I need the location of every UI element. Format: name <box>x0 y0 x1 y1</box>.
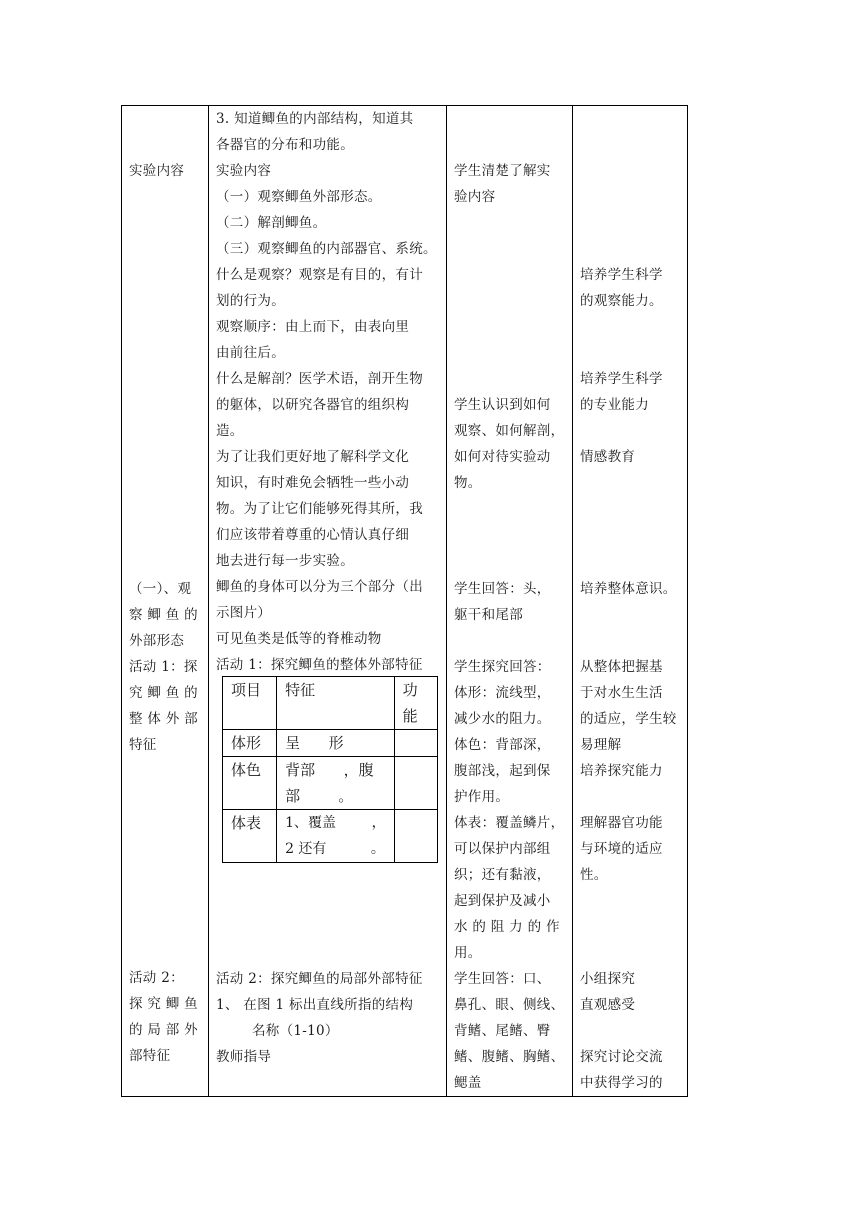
table-header-function <box>394 677 437 730</box>
table-cell <box>394 730 437 757</box>
cell-text: 培养学生科学 <box>580 371 663 387</box>
cell-text: 背鳍、尾鳍、臀 <box>454 1023 551 1039</box>
student-activity-b <box>454 392 569 496</box>
cell-text: 培养整体意识。 <box>580 581 677 597</box>
cell-text: 从整体把握基 <box>580 659 663 675</box>
cell-text: 的适应，学生较 <box>580 711 677 727</box>
cell-text: 起到保护及减小 <box>454 893 551 909</box>
cell-text: 体色：背部深， <box>454 737 551 753</box>
cell-text: 知识，有时难免会牺牲一些小动 <box>216 475 410 491</box>
cell-text: 学生回答：口、 <box>454 971 551 987</box>
table-cell <box>394 810 437 863</box>
student-activity-d <box>454 654 569 966</box>
student-activity-e <box>454 966 569 1096</box>
cell-text: 各器官的分布和功能。 <box>216 137 354 153</box>
cell-text: 部特征 <box>129 1048 171 1064</box>
cell-text: 培养学生科学 <box>580 267 663 283</box>
cell-text: 鲫鱼的身体可以分为三个部分（出 <box>216 579 423 595</box>
cell-text: 情感教育 <box>580 449 636 465</box>
table-header-item <box>223 677 277 730</box>
teaching-content-a <box>216 106 446 678</box>
table-cell <box>223 810 277 863</box>
cell-text: 能 <box>402 707 418 725</box>
cell-text: 划的行为。 <box>216 293 285 309</box>
design-intent-d <box>580 654 685 888</box>
cell-text: 究 鲫 鱼 的 <box>129 685 198 701</box>
cell-text: 培养探究能力 <box>580 763 663 779</box>
cell-text: 直观感受 <box>580 997 636 1013</box>
cell-text: 整 体 外 部 <box>129 711 198 727</box>
student-activity-c <box>454 576 569 628</box>
cell-text: 实验内容 <box>216 163 272 179</box>
cell-text: 体形：流线型， <box>454 685 551 701</box>
table-divider-3 <box>572 105 573 1097</box>
cell-text: 呈 形 <box>285 734 344 752</box>
cell-text: 中获得学习的 <box>580 1075 663 1091</box>
cell-text: 活动 1：探 <box>129 659 198 675</box>
cell-text: 什么是观察？观察是有目的，有计 <box>216 267 423 283</box>
table-border-bottom <box>121 1096 688 1097</box>
table-cell <box>277 757 395 810</box>
cell-text: 为了让我们更好地了解科学文化 <box>216 449 410 465</box>
cell-text: 体形 <box>231 734 262 752</box>
cell-text: 探 究 鲫 鱼 <box>129 996 198 1012</box>
external-features-table <box>222 676 438 863</box>
cell-text: 鳃盖 <box>454 1075 482 1091</box>
cell-text: 观察顺序：由上而下，由表向里 <box>216 319 410 335</box>
cell-text: （三）观察鲫鱼的内部器官、系统。 <box>216 241 437 257</box>
table-cell <box>277 810 395 863</box>
cell-text: 鳍、腹鳍、胸鳍、 <box>454 1049 565 1065</box>
cell-text: 的躯体，以研究各器官的组织构 <box>216 397 410 413</box>
cell-text: 鼻孔、眼、侧线、 <box>454 997 565 1013</box>
cell-text: 学生回答：头， <box>454 581 551 597</box>
table-cell <box>277 730 395 757</box>
table-cell <box>223 757 277 810</box>
cell-text: 造。 <box>216 423 244 439</box>
cell-text: 如何对待实验动 <box>454 449 551 465</box>
cell-text: 性。 <box>580 867 608 883</box>
cell-text: 可以保护内部组 <box>454 841 551 857</box>
cell-text: 腹部浅，起到保 <box>454 763 551 779</box>
cell-text: 水 的 阻 力 的 作 <box>454 919 560 935</box>
cell-text: 学生认识到如何 <box>454 397 551 413</box>
cell-text: 体色 <box>231 761 262 779</box>
cell-text: 外部形态 <box>129 633 185 649</box>
cell-text: 易理解 <box>580 737 622 753</box>
cell-text: 物。 <box>454 475 482 491</box>
teaching-content-b <box>216 966 446 1070</box>
cell-text: 与环境的适应 <box>580 841 663 857</box>
cell-text: 体表 <box>231 814 262 832</box>
table-border-left <box>121 105 122 1097</box>
cell-text: 的观察能力。 <box>580 293 663 309</box>
design-intent-a <box>580 262 685 314</box>
cell-text: （二）解剖鲫鱼。 <box>216 215 327 231</box>
cell-text: 体表：覆盖鳞片， <box>454 815 565 831</box>
cell-text: 理解器官功能 <box>580 815 663 831</box>
cell-text: 项目 <box>231 681 262 699</box>
cell-text: 地去进行每一步实验。 <box>216 553 354 569</box>
cell-text: 减少水的阻力。 <box>454 711 551 727</box>
table-cell <box>223 730 277 757</box>
cell-text: 躯干和尾部 <box>454 607 523 623</box>
cell-text: 护作用。 <box>454 789 510 805</box>
design-intent-b <box>580 366 685 470</box>
cell-text: 教师指导 <box>216 1049 272 1065</box>
cell-text: 探究讨论交流 <box>580 1049 663 1065</box>
cell-text: 1、 在图 1 标出直线所指的结构 <box>216 997 414 1013</box>
section-experiment-content <box>129 158 205 184</box>
cell-text: 实验内容 <box>129 163 185 179</box>
table-cell <box>394 757 437 810</box>
cell-text: 活动 1：探究鲫鱼的整体外部特征 <box>216 657 423 673</box>
cell-text: 部 。 <box>285 787 354 805</box>
cell-text: 特征 <box>129 737 157 753</box>
cell-text: 3. 知道鲫鱼的内部结构，知道其 <box>216 111 414 127</box>
cell-text: 示图片） <box>216 605 272 621</box>
cell-text: 特征 <box>285 681 316 699</box>
cell-text: 观察、如何解剖， <box>454 423 565 439</box>
cell-text: 察 鲫 鱼 的 <box>129 607 198 623</box>
cell-text: 小组探究 <box>580 971 636 987</box>
student-activity-a <box>454 158 569 210</box>
table-divider-2 <box>446 105 447 1097</box>
cell-text: （一）观察鲫鱼外部形态。 <box>216 189 382 205</box>
cell-text: 活动 2： <box>129 970 184 986</box>
cell-text: 什么是解剖？医学术语，剖开生物 <box>216 371 423 387</box>
cell-text: 1、覆盖 ， <box>285 815 386 831</box>
cell-text: 们应该带着尊重的心情认真仔细 <box>216 527 410 543</box>
table-divider-1 <box>208 105 209 1097</box>
cell-text: 的 局 部 外 <box>129 1022 198 1038</box>
cell-text: 物。为了让它们能够死得其所，我 <box>216 501 423 517</box>
table-header-feature <box>277 677 395 730</box>
cell-text: 织；还有黏液， <box>454 867 551 883</box>
cell-text: 名称（1-10） <box>252 1023 339 1039</box>
cell-text: （一）、观 <box>129 581 192 597</box>
cell-text: 2 还有 。 <box>285 841 385 857</box>
table-border-right <box>687 105 688 1097</box>
design-intent-c <box>580 576 685 602</box>
section-observe-external <box>129 576 205 758</box>
cell-text: 用。 <box>454 945 482 961</box>
cell-text: 功 <box>402 681 418 699</box>
cell-text: 可见鱼类是低等的脊椎动物 <box>216 631 382 647</box>
cell-text: 学生探究回答： <box>454 659 551 675</box>
cell-text: 于对水生生活 <box>580 685 663 701</box>
cell-text: 活动 2：探究鲫鱼的局部外部特征 <box>216 971 423 987</box>
cell-text: 的专业能力 <box>580 397 649 413</box>
design-intent-e <box>580 966 685 1096</box>
section-activity-2 <box>129 965 205 1069</box>
cell-text: 由前往后。 <box>216 345 285 361</box>
cell-text: 验内容 <box>454 189 496 205</box>
cell-text: 学生清楚了解实 <box>454 163 551 179</box>
cell-text: 背部 ，腹 <box>285 761 374 779</box>
